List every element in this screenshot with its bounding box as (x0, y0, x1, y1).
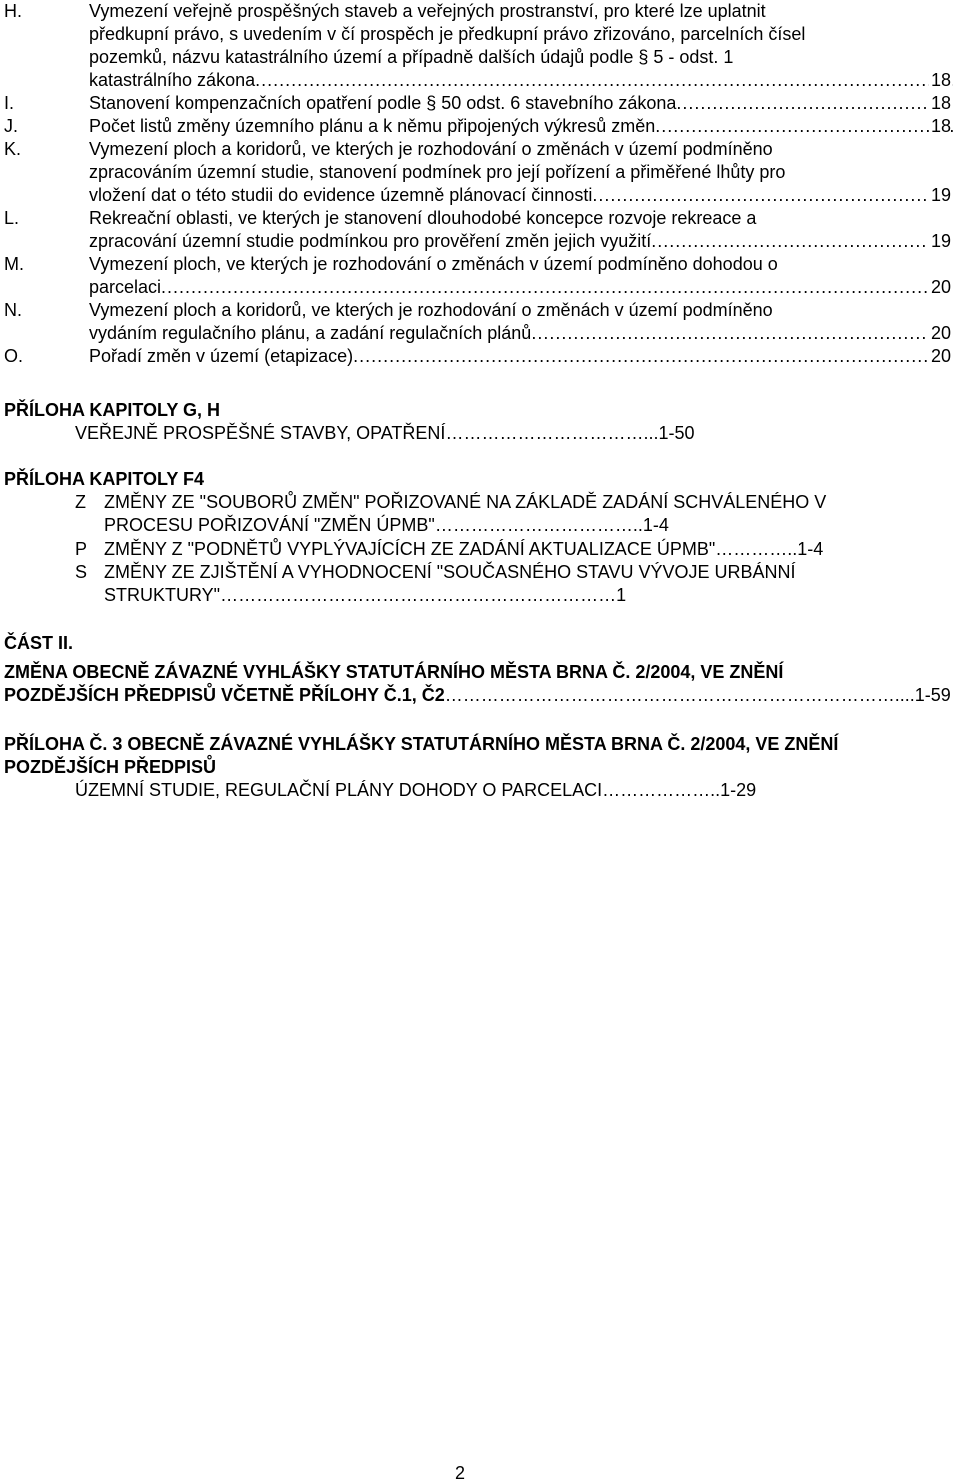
toc-entry-text: Pořadí změn v území (etapizace) (89, 346, 354, 366)
toc-entry-last-line (89, 92, 953, 114)
appendix-f4-heading: PŘÍLOHA KAPITOLY F4 (4, 469, 205, 489)
toc-entry-line (89, 207, 953, 229)
toc-entry-text: Vymezení ploch a koridorů, ve kterých je rozhodování o změnách v území podmíněno (89, 139, 773, 159)
toc-entry-letter: I. (4, 93, 15, 113)
appendix-f4-z-dots: …………………………….. (434, 515, 643, 535)
toc-entry-line (89, 46, 953, 68)
appendix-f4-key-z: Z (75, 492, 86, 512)
toc-entry-last-line (89, 184, 953, 206)
part2-title-line2-text: POZDĚJŠÍCH PŘEDPISŮ VČETNĚ PŘÍLOHY Č.1, Č2 (4, 685, 445, 705)
appendix-f4-p-dots: ………….. (715, 539, 798, 559)
toc-entry-letter: N. (4, 300, 22, 320)
appendix3-title-line1: PŘÍLOHA Č. 3 OBECNĚ ZÁVAZNÉ VYHLÁŠKY STATUTÁRNÍHO MĚSTA BRNA Č. 2/2004, VE ZNĚNÍ (4, 734, 839, 754)
appendix3-pages: 1-29 (720, 780, 757, 800)
appendix-f4-p-pages: 1-4 (797, 539, 824, 559)
appendix-f4-s-pages: 1 (616, 585, 627, 605)
appendix-f4-s-line2 (104, 584, 626, 606)
toc-entry-text: zpracováním územní studie, stanovení podmínek pro její pořízení a přiměřené lhůty pro (89, 162, 786, 182)
toc-entry-line (89, 0, 953, 22)
toc-entry-text: zpracování územní studie podmínkou pro prověření změn jejich využití (89, 231, 652, 251)
toc-entry-text: pozemků, názvu katastrálního území a případně dalších údajů podle § 5 - odst. 1 (89, 47, 734, 67)
appendix3-item (75, 779, 756, 801)
toc-entry-line (89, 299, 953, 321)
appendix-f4-z-line1: ZMĚNY ZE "SOUBORŮ ZMĚN" POŘIZOVANÉ NA ZÁKLADĚ ZADÁNÍ SCHVÁLENÉHO V (104, 492, 827, 512)
part2-pages: 1-59 (914, 685, 951, 705)
toc-entry-letter: J. (4, 116, 19, 136)
toc-entry-letter: H. (4, 1, 22, 21)
toc-entry-last-line (89, 115, 953, 137)
toc-entry-text: parcelaci (89, 277, 162, 297)
toc-entry-page: 19 (930, 185, 951, 205)
toc-entry-last-line (89, 69, 953, 91)
toc-entry-letter: O. (4, 346, 24, 366)
part2-title-line1: ZMĚNA OBECNĚ ZÁVAZNÉ VYHLÁŠKY STATUTÁRNÍHO MĚSTA BRNA Č. 2/2004, VE ZNĚNÍ (4, 662, 784, 682)
toc-entry-page: 20 (930, 277, 951, 297)
toc-entry-line (89, 253, 953, 275)
toc-entry-last-line (89, 230, 953, 252)
appendix-f4-p-line1 (104, 538, 823, 560)
toc-entry-line (89, 161, 953, 183)
part2-dots: ………………………………………………………………….... (444, 685, 915, 705)
appendix-f4-s-line1: ZMĚNY ZE ZJIŠTĚNÍ A VYHODNOCENÍ "SOUČASNÉHO STAVU VÝVOJE URBÁNNÍ (104, 562, 796, 582)
appendix-f4-key-s: S (75, 562, 88, 582)
appendix-f4-s-line2-text: STRUKTURY" (104, 585, 221, 605)
toc-entry-text: vydáním regulačního plánu, a zadání regulačních plánů (89, 323, 532, 343)
appendix-g-pages: 1-50 (658, 423, 695, 443)
toc-entry-page: 20 (930, 346, 951, 366)
toc-entry-page: 18 (930, 70, 951, 90)
appendix-f4-z-line2 (104, 514, 669, 536)
toc-entry-text: Počet listů změny územního plánu a k němu připojených výkresů změn (89, 116, 656, 136)
toc-entry-text: předkupní právo, s uvedením v čí prospěch je předkupní právo zřizováno, parcelních čísel (89, 24, 806, 44)
appendix-g-dots: ……………………………... (445, 423, 659, 443)
toc-entry-page: 18 (930, 93, 951, 113)
part2-heading: ČÁST II. (4, 633, 74, 653)
toc-entry-last-line (89, 345, 953, 367)
appendix-g-item-label: VEŘEJNĚ PROSPĚŠNÉ STAVBY, OPATŘENÍ (75, 423, 446, 443)
appendix3-item-label: ÚZEMNÍ STUDIE, REGULAČNÍ PLÁNY DOHODY O PARCELACI (75, 780, 603, 800)
appendix-f4-p-line1-text: ZMĚNY Z "PODNĚTŮ VYPLÝVAJÍCÍCH ZE ZADÁNÍ AKTUALIZACE ÚPMB" (104, 539, 716, 559)
toc-entry-line (89, 23, 953, 45)
part2-title-line2 (4, 684, 951, 706)
page-number: 2 (455, 1463, 466, 1483)
toc-entry-text: Vymezení ploch, ve kterých je rozhodování o změnách v území podmíněno dohodou o (89, 254, 778, 274)
toc-entry-letter: K. (4, 139, 22, 159)
toc-entry-text: Vymezení ploch a koridorů, ve kterých je rozhodování o změnách v území podmíněno (89, 300, 773, 320)
appendix3-dots: ……………….. (602, 780, 721, 800)
toc-entry-text: Stanovení kompenzačních opatření podle § 50 odst. 6 stavebního zákona (89, 93, 677, 113)
toc-entry-page: 20 (930, 323, 951, 343)
toc-entry-text: Vymezení veřejně prospěšných staveb a veřejných prostranství, pro které lze uplatnit (89, 1, 766, 21)
appendix3-title-line2: POZDĚJŠÍCH PŘEDPISŮ (4, 757, 217, 777)
appendix-g-heading: PŘÍLOHA KAPITOLY G, H (4, 400, 221, 420)
toc-entry-page: 19 (930, 231, 951, 251)
toc-entry-page: 18 (930, 116, 951, 136)
appendix-f4-z-pages: 1-4 (642, 515, 669, 535)
toc-entry-last-line (89, 322, 953, 344)
toc-entry-text: katastrálního zákona (89, 70, 256, 90)
appendix-g-item (75, 422, 694, 444)
toc-entry-letter: M. (4, 254, 24, 274)
toc-entry-letter: L. (4, 208, 20, 228)
toc-entry-last-line (89, 276, 953, 298)
toc-entry-text: vložení dat o této studii do evidence územně plánovací činnosti (89, 185, 593, 205)
toc-entry-text: Rekreační oblasti, ve kterých je stanovení dlouhodobé koncepce rozvoje rekreace a (89, 208, 757, 228)
appendix-f4-z-line2-text: PROCESU POŘIZOVÁNÍ "ZMĚN ÚPMB" (104, 515, 435, 535)
toc-entry-line (89, 138, 953, 160)
appendix-f4-s-dots: ………………………………………………………… (220, 585, 617, 605)
appendix-f4-key-p: P (75, 539, 88, 559)
